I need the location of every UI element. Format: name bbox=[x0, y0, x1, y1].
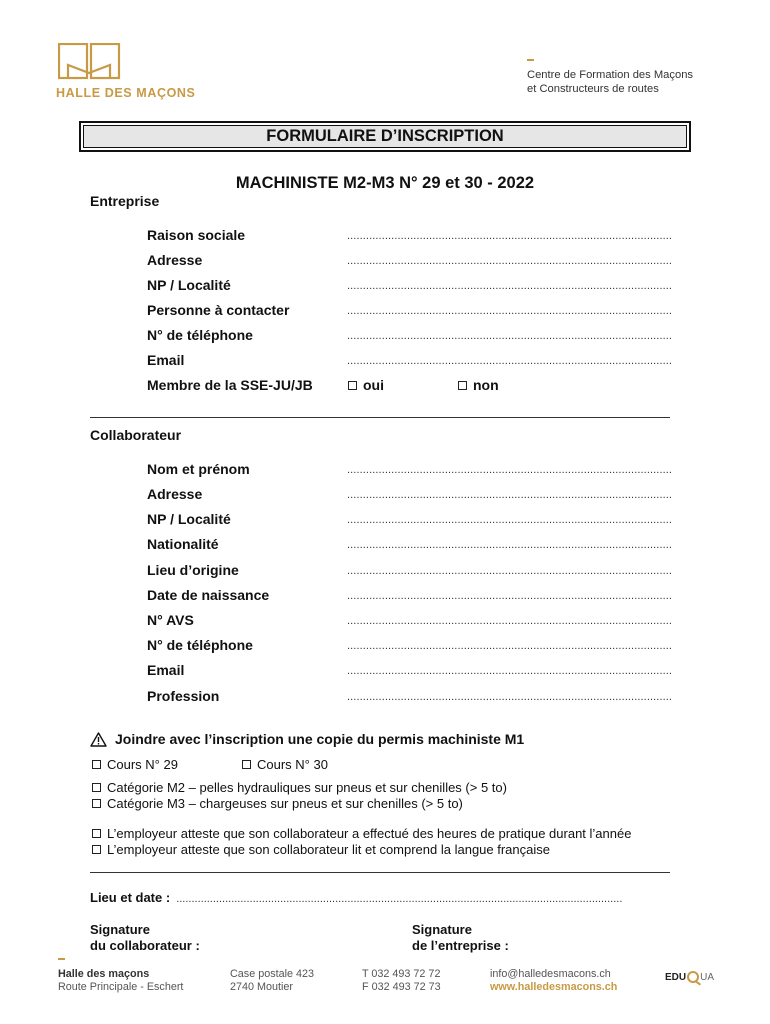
field-label-collab-telephone: N° de téléphone bbox=[147, 637, 253, 653]
signature-collaborateur[interactable]: Signature du collaborateur : bbox=[90, 922, 200, 953]
field-label-profession: Profession bbox=[147, 688, 220, 704]
field-line-collab-telephone[interactable] bbox=[347, 640, 673, 652]
lieu-date-line[interactable] bbox=[176, 893, 671, 905]
course-30-option[interactable]: Cours N° 30 bbox=[242, 757, 328, 772]
category-m2-checkbox[interactable] bbox=[92, 783, 101, 792]
header-accent-dash bbox=[527, 59, 534, 61]
field-line-lieu-origine[interactable] bbox=[347, 565, 673, 577]
category-m2-option[interactable]: Catégorie M2 – pelles hydrauliques sur pneus et sur chenilles (> 5 to) bbox=[92, 780, 507, 795]
logo-name: HALLE DES MAÇONS bbox=[56, 86, 196, 100]
field-line-email[interactable] bbox=[347, 355, 673, 367]
lieu-date-field[interactable] bbox=[90, 890, 671, 905]
category-m3-option[interactable]: Catégorie M3 – chargeuses sur pneus et sur chenilles (> 5 to) bbox=[92, 796, 463, 811]
field-label-adresse: Adresse bbox=[147, 252, 203, 268]
field-line-nom-prenom[interactable] bbox=[347, 464, 673, 476]
field-label-avs: N° AVS bbox=[147, 612, 194, 628]
eduqua-q-icon bbox=[687, 971, 699, 983]
section-divider-bottom bbox=[90, 872, 670, 873]
attestation-practice-option[interactable]: L’employeur atteste que son collaborateur a effectué des heures de pratique durant l’année bbox=[92, 826, 631, 841]
field-line-avs[interactable] bbox=[347, 615, 673, 627]
member-no-checkbox[interactable] bbox=[458, 381, 467, 390]
section-entreprise-heading: Entreprise bbox=[90, 193, 160, 209]
footer-accent-dash bbox=[58, 958, 65, 960]
field-line-telephone[interactable] bbox=[347, 330, 673, 342]
member-yes-option[interactable]: oui bbox=[348, 377, 384, 393]
field-line-personne-contact[interactable] bbox=[347, 305, 673, 317]
field-label-personne-contact: Personne à contacter bbox=[147, 302, 290, 318]
course-29-checkbox[interactable] bbox=[92, 760, 101, 769]
field-label-nationalite: Nationalité bbox=[147, 536, 219, 552]
field-line-date-naissance[interactable] bbox=[347, 590, 673, 602]
eduqua-logo: EDU UA bbox=[665, 971, 715, 983]
course-29-option[interactable]: Cours N° 29 bbox=[92, 757, 178, 772]
field-line-np-localite[interactable] bbox=[347, 280, 673, 292]
warning-icon bbox=[90, 732, 107, 747]
footer-postbox: Case postale 423 2740 Moutier bbox=[230, 968, 315, 993]
field-label-collab-email: Email bbox=[147, 662, 185, 678]
signature-entreprise[interactable]: Signature de l’entreprise : bbox=[412, 922, 509, 953]
field-label-nom-prenom: Nom et prénom bbox=[147, 461, 250, 477]
attestation-practice-checkbox[interactable] bbox=[92, 829, 101, 838]
footer-email-link[interactable]: info@halledesmacons.ch bbox=[490, 968, 611, 980]
field-label-collab-np-localite: NP / Localité bbox=[147, 511, 231, 527]
section-divider bbox=[90, 417, 670, 418]
field-line-collab-adresse[interactable] bbox=[347, 489, 673, 501]
attestation-language-checkbox[interactable] bbox=[92, 845, 101, 854]
field-line-adresse[interactable] bbox=[347, 255, 673, 267]
footer-phones: T 032 493 72 72 F 032 493 72 73 bbox=[362, 968, 441, 993]
field-label-raison-sociale: Raison sociale bbox=[147, 227, 246, 243]
field-line-collab-email[interactable] bbox=[347, 665, 673, 677]
member-no-option[interactable]: non bbox=[458, 377, 499, 393]
field-line-raison-sociale[interactable] bbox=[347, 230, 673, 242]
course-30-checkbox[interactable] bbox=[242, 760, 251, 769]
permit-notice: Joindre avec l’inscription une copie du permis machiniste M1 bbox=[90, 731, 524, 747]
attestation-language-option[interactable]: L’employeur atteste que son collaborateur lit et comprend la langue française bbox=[92, 842, 550, 857]
section-collaborateur-heading: Collaborateur bbox=[90, 427, 182, 443]
field-label-telephone: N° de téléphone bbox=[147, 327, 253, 343]
member-yes-checkbox[interactable] bbox=[348, 381, 357, 390]
field-label-email: Email bbox=[147, 352, 185, 368]
field-line-nationalite[interactable] bbox=[347, 539, 673, 551]
field-label-date-naissance: Date de naissance bbox=[147, 587, 270, 603]
footer-contact bbox=[490, 968, 617, 994]
member-label: Membre de la SSE-JU/JB bbox=[147, 377, 313, 393]
field-label-collab-adresse: Adresse bbox=[147, 486, 203, 502]
footer-web-link[interactable]: www.halledesmacons.ch bbox=[490, 981, 618, 993]
lieu-date-label: Lieu et date : bbox=[90, 890, 171, 905]
field-line-profession[interactable] bbox=[347, 691, 673, 703]
field-line-collab-np-localite[interactable] bbox=[347, 514, 673, 526]
form-subtitle: MACHINISTE M2-M3 N° 29 et 30 - 2022 bbox=[235, 174, 535, 192]
center-name: Centre de Formation des Maçons et Constructeurs de routes bbox=[527, 69, 694, 95]
field-label-np-localite: NP / Localité bbox=[147, 277, 231, 293]
footer-address: Halle des maçons Route Principale - Eschert bbox=[58, 968, 184, 993]
form-title: FORMULAIRE D’INSCRIPTION bbox=[79, 121, 691, 152]
category-m3-checkbox[interactable] bbox=[92, 799, 101, 808]
field-label-lieu-origine: Lieu d’origine bbox=[147, 562, 239, 578]
